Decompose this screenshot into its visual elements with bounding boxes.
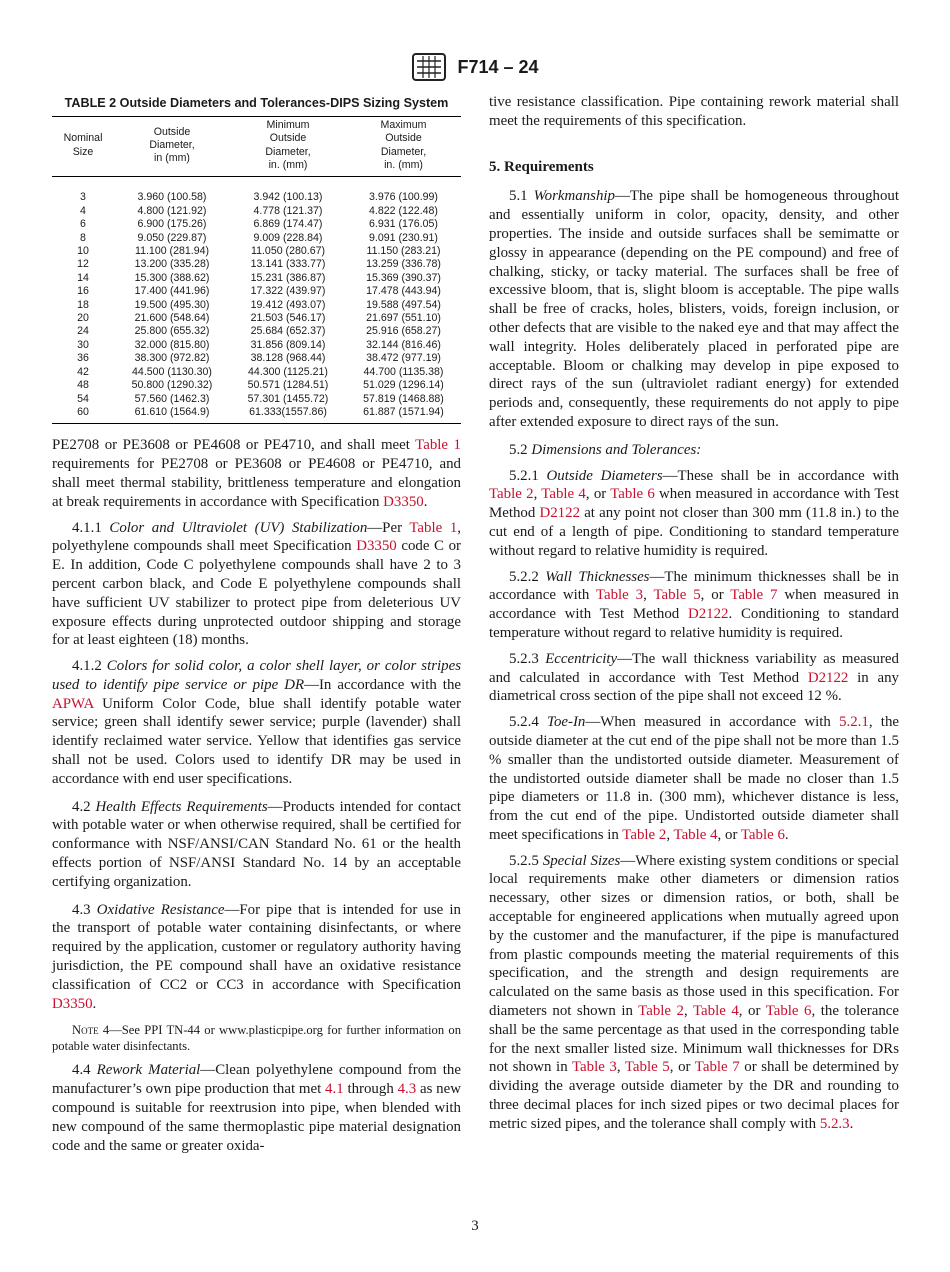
astm-logo-icon — [411, 52, 447, 82]
table-row — [52, 232, 461, 245]
table-cell: 9.009 (228.84) — [253, 231, 323, 244]
table-cell: 19.412 (493.07) — [250, 298, 326, 311]
table-cell: 57.301 (1455.72) — [247, 392, 329, 405]
table-2-title: TABLE 2 Outside Diameters and Tolerances-DIPS Sizing System — [64, 96, 449, 110]
section-5-heading: 5. Requirements — [489, 158, 594, 175]
link-5-2-1[interactable]: 5.2.1 — [839, 714, 869, 731]
page-number: 3 — [471, 1218, 479, 1234]
paragraph-pe-compound: PE2708 or PE3608 or PE4608 or PE4710, and shall meet Table 1 requirements for PE2708 or PE3608 or PE4608 or PE4710, and shall meet thermal stability, brittleness temperature and elongation at break requirements in accordance with Specification D3350. — [52, 437, 461, 510]
note-4: Note 4—See PPI TN-44 or www.plasticpipe.org for further information on potable water disinfectants. — [52, 1023, 461, 1054]
table-cell: 3 — [80, 191, 86, 204]
table-cell: 44.500 (1130.30) — [132, 365, 212, 378]
link-d2122[interactable]: D2122 — [687, 606, 729, 623]
link-d2122[interactable]: D2122 — [539, 505, 581, 522]
table-cell: 4.822 (122.48) — [369, 204, 438, 217]
link-table-6[interactable]: Table 6 — [610, 486, 655, 503]
table-cell: 13.259 (336.78) — [366, 258, 441, 271]
link-table-7[interactable]: Table 7 — [694, 1059, 740, 1076]
table-cell: 32.144 (816.46) — [366, 338, 441, 351]
table-cell: 31.856 (809.14) — [250, 338, 326, 351]
table-cell: 6.931 (176.05) — [369, 218, 438, 231]
table-cell: 17.322 (439.97) — [250, 285, 326, 298]
table-row — [52, 366, 461, 379]
link-table-6[interactable]: Table 6 — [740, 826, 785, 843]
table-cell: 9.050 (229.87) — [137, 231, 207, 244]
table-cell: 60 — [52, 406, 114, 424]
header-maximum-outside-diameter: Maximum Outside Diameter, in. (mm) — [346, 116, 461, 177]
table-cell: 3.942 (100.13) — [253, 191, 323, 204]
table-cell: 6.900 (175.26) — [137, 218, 207, 231]
table-cell: 4.800 (121.92) — [137, 204, 207, 217]
table-row — [52, 393, 461, 406]
table-row — [52, 406, 461, 424]
table-cell: 38.128 (968.44) — [250, 352, 326, 365]
table-cell: 6.869 (174.47) — [253, 218, 323, 231]
table-row — [52, 325, 461, 338]
table-cell: 25.800 (655.32) — [134, 325, 210, 338]
table-cell: 15.369 (390.37) — [366, 271, 441, 284]
table-2 — [52, 116, 461, 425]
link-table-1[interactable]: Table 1 — [415, 437, 461, 454]
table-cell: 51.029 (1296.14) — [363, 379, 444, 392]
table-cell: 11.150 (283.21) — [366, 245, 441, 258]
table-cell: 17.478 (443.94) — [366, 285, 441, 298]
section-4-4: 4.4 Rework Material—Clean polyethylene compound from the manufacturer’s own pipe production that met 4.1 through 4.3 as new compound is suitable for reextrusion into pipe, when blended with new compound of the same thermoplastic pipe material designation code and the same or greater oxida- — [52, 1062, 461, 1154]
page-header — [0, 52, 950, 82]
table-cell: 19.500 (495.30) — [134, 298, 210, 311]
link-table-4[interactable]: Table 4 — [692, 1003, 739, 1020]
table-cell: 57.560 (1462.3) — [134, 392, 210, 405]
table-cell: 54 — [77, 392, 89, 405]
section-4-3: 4.3 Oxidative Resistance—For pipe that is intended for use in the transport of potable water containing disinfectants, or where required by the application, customer or regulatory authority having jurisdiction, the PE compound shall have an oxidative resistance classification of CC2 or CC3 in accordance with Specification D3350. — [52, 901, 461, 1012]
link-table-2[interactable]: Table 2 — [638, 1003, 684, 1020]
link-table-2[interactable]: Table 2 — [622, 826, 667, 843]
section-4-1-2: 4.1.2 Colors for solid color, a color shell layer, or color stripes used to identify pipe service or pipe DR—In accordance with the APWA Uniform Color Code, blue shall identify potable water service; green shall identify sewer service; purple (lavender) shall identify reclaimed water service. Yellow that identifies gas service shall not be used. Colors used to identify DR may be used in accordance with end user specifications. — [52, 658, 461, 787]
table-cell: 15.231 (386.87) — [250, 271, 326, 284]
link-d3350[interactable]: D3350 — [52, 995, 93, 1012]
table-cell: 57.819 (1468.88) — [363, 392, 444, 405]
table-cell: 32.000 (815.80) — [134, 338, 210, 351]
table-cell: 50.571 (1284.51) — [247, 379, 329, 392]
section-4-4-continued: tive resistance classification. Pipe containing rework material shall meet the requirements of this specification. — [489, 94, 899, 129]
link-table-4[interactable]: Table 4 — [541, 486, 586, 503]
table-cell: 50.800 (1290.32) — [131, 379, 213, 392]
link-table-7[interactable]: Table 7 — [730, 587, 778, 604]
link-table-3[interactable]: Table 3 — [571, 1059, 617, 1076]
link-table-3[interactable]: Table 3 — [595, 587, 644, 604]
table-row — [52, 379, 461, 392]
table-row — [52, 285, 461, 298]
table-cell: 10 — [77, 245, 89, 258]
link-apwa[interactable]: APWA — [52, 695, 94, 712]
header-outside-diameter: Outside Diameter, in (mm) — [114, 116, 230, 177]
table-row — [52, 272, 461, 285]
right-column — [489, 93, 899, 1134]
table-cell: 61.887 (1571.94) — [346, 406, 461, 424]
link-4-3[interactable]: 4.3 — [397, 1081, 417, 1098]
table-cell: 36 — [77, 352, 89, 365]
table-cell: 14 — [77, 271, 89, 284]
table-cell: 8 — [80, 231, 86, 244]
section-5-2: 5.2 Dimensions and Tolerances: — [509, 441, 702, 458]
standard-designation: F714 – 24 — [457, 56, 539, 77]
table-cell: 38.472 (977.19) — [366, 352, 441, 365]
table-cell: 4 — [80, 204, 86, 217]
link-4-1[interactable]: 4.1 — [325, 1081, 344, 1098]
table-row — [52, 352, 461, 365]
table-cell: 21.697 (551.10) — [366, 312, 441, 325]
table-cell: 42 — [77, 365, 89, 378]
table-row — [52, 258, 461, 271]
section-5-2-5: 5.2.5 Special Sizes—Where existing system conditions or special local requirements make other diameters or dimension ratios necessary, other sizes or dimension ratios, or both, shall be acceptable for engineered applications when mutually agreed upon by the customer and the manufacturer, if the pipe is manufactured from plastic compounds meeting the material requirements of this specification, and the strength and design requirements are calculated on the same basis as those used in this specification. For diameters not shown in Table 2, Table 4, or Table 6, the tolerance shall be the same percentage as that used in the corresponding table for the next smaller listed size. Minimum wall thicknesses for DRs not shown in Table 3, Table 5, or Table 7 or shall be determined by dividing the average outside diameter by the DR and rounding to three decimal places for inch sized pipes or two decimal places for metric sized pipes, and the tolerance shall comply with 5.2.3. — [489, 852, 900, 1132]
table-row — [52, 218, 461, 231]
link-table-2[interactable]: Table 2 — [489, 486, 534, 503]
table-cell: 4.778 (121.37) — [253, 204, 323, 217]
table-cell: 25.684 (652.37) — [250, 325, 326, 338]
table-cell: 13.200 (335.28) — [134, 258, 210, 271]
table-cell: 30 — [77, 338, 89, 351]
table-cell: 12 — [77, 258, 89, 271]
link-d3350[interactable]: D3350 — [383, 493, 424, 510]
link-table-5[interactable]: Table 5 — [653, 587, 701, 604]
table-cell: 18 — [77, 298, 89, 311]
section-5-2-4: 5.2.4 Toe-In—When measured in accordance with 5.2.1, the outside diameter at the cut end of the pipe shall not be more than 1.5 % smaller than the undistorted outside diameter. Measurement of the undistorted outside diameter shall be made no closer than 1.5 pipe diameters or 11.8 in. (300 mm), whichever distance is less, from the cut end of the pipe. Undistorted outside diameter shall meet specifications in Table 2, Table 4, or Table 6. — [489, 714, 899, 843]
table-cell: 25.916 (658.27) — [366, 325, 441, 338]
table-cell: 19.588 (497.54) — [366, 298, 441, 311]
table-cell: 61.333(1557.86) — [230, 406, 346, 424]
section-5-2-2: 5.2.2 Wall Thicknesses—The minimum thicknesses shall be in accordance with Table 3, Table 5, or Table 7 when measured in accordance with Test Method D2122. Conditioning to standard temperature without regard to relative humidity is required. — [489, 568, 900, 641]
table-cell: 21.600 (548.64) — [134, 312, 210, 325]
table-cell: 15.300 (388.62) — [134, 271, 210, 284]
header-minimum-outside-diameter: Minimum Outside Diameter, in. (mm) — [230, 116, 346, 177]
link-table-6[interactable]: Table 6 — [765, 1003, 812, 1020]
table-row — [52, 312, 461, 325]
table-cell: 44.300 (1125.21) — [248, 365, 328, 378]
header-nominal-size: Nominal Size — [52, 116, 114, 177]
link-table-4[interactable]: Table 4 — [673, 826, 718, 843]
link-5-2-3[interactable]: 5.2.3 — [819, 1115, 850, 1132]
section-4-2: 4.2 Health Effects Requirements—Products intended for contact with potable water or when otherwise required, shall be certified for conformance with NSF/ANSI/CAN Standard No. 61 or the health effects portion of NSF/ANSI Standard No. 14 by an acceptable certifying organization. — [52, 798, 461, 890]
table-2-header-row — [52, 116, 461, 177]
table-cell: 11.050 (280.67) — [250, 245, 326, 258]
table-cell: 61.610 (1564.9) — [114, 406, 230, 424]
table-cell: 11.100 (281.94) — [134, 245, 210, 258]
link-d2122[interactable]: D2122 — [807, 669, 849, 686]
section-4-1-1: 4.1.1 Color and Ultraviolet (UV) Stabilization—Per Table 1, polyethylene compounds shall meet Specification D3350 code C or E. In addition, Code C polyethylene compounds shall have 2 to 3 percent carbon black, and Code E polyethylene compounds shall have sufficient UV stabilizer to protect pipe from deleterious UV exposure effects during unprotected outdoor shipping and storage for at least eighteen (18) months. — [52, 519, 461, 649]
table-row — [52, 205, 461, 218]
table-cell: 20 — [77, 312, 89, 325]
table-cell: 16 — [77, 285, 89, 298]
table-row — [52, 299, 461, 312]
table-cell: 38.300 (972.82) — [134, 352, 210, 365]
section-5-1: 5.1 Workmanship—The pipe shall be homogeneous throughout and essentially uniform in color, opacity, density, and other properties. The inside and outside surfaces shall be semimatte or glossy in appearance (depending on the PE compound) and free of chalking, sticky, or tacky material. The surfaces shall be free of excessive bloom, that is, slight bloom is acceptable. The pipe walls shall be free of cracks, holes, blisters, voids, foreign inclusion, or other defects that are visible to the naked eye and that may affect the wall integrity. Holes deliberately placed in perforated pipe are acceptable. Bloom or chalking may develop in pipe exposed to direct rays of the sun (ultraviolet radiant energy) for extended periods and, consequently, these requirements do not apply to pipe after extended exposure to direct rays of the sun. — [489, 188, 899, 430]
table-cell: 44.700 (1135.38) — [363, 365, 444, 378]
link-table-5[interactable]: Table 5 — [624, 1059, 670, 1076]
table-cell: 3.976 (100.99) — [369, 191, 438, 204]
section-5-2-1: 5.2.1 Outside Diameters—These shall be in accordance with Table 2, Table 4, or Table 6 when measured in accordance with Test Method D2122 at any point not closer than 300 mm (11.8 in.) to the cut end of a length of pipe. Conditioning to standard temperature without regard to relative humidity is required. — [489, 467, 900, 559]
section-5-2-3: 5.2.3 Eccentricity—The wall thickness variability as measured and calculated in accordance with Test Method D2122 in any diametrical cross section of the pipe shall not exceed 12 %. — [489, 650, 899, 705]
table-row — [52, 245, 461, 258]
table-cell: 9.091 (230.91) — [369, 231, 438, 244]
table-row — [52, 339, 461, 352]
table-cell: 21.503 (546.17) — [250, 312, 326, 325]
table-cell: 24 — [77, 325, 89, 338]
link-d3350[interactable]: D3350 — [356, 538, 397, 555]
table-cell: 13.141 (333.77) — [250, 258, 326, 271]
table-cell: 6 — [80, 218, 86, 231]
table-cell: 48 — [77, 379, 89, 392]
left-column — [52, 93, 461, 1155]
table-row — [52, 177, 461, 205]
table-cell: 3.960 (100.58) — [137, 191, 207, 204]
table-2-body — [52, 177, 461, 424]
link-table-1[interactable]: Table 1 — [409, 519, 458, 536]
table-cell: 17.400 (441.96) — [134, 285, 210, 298]
